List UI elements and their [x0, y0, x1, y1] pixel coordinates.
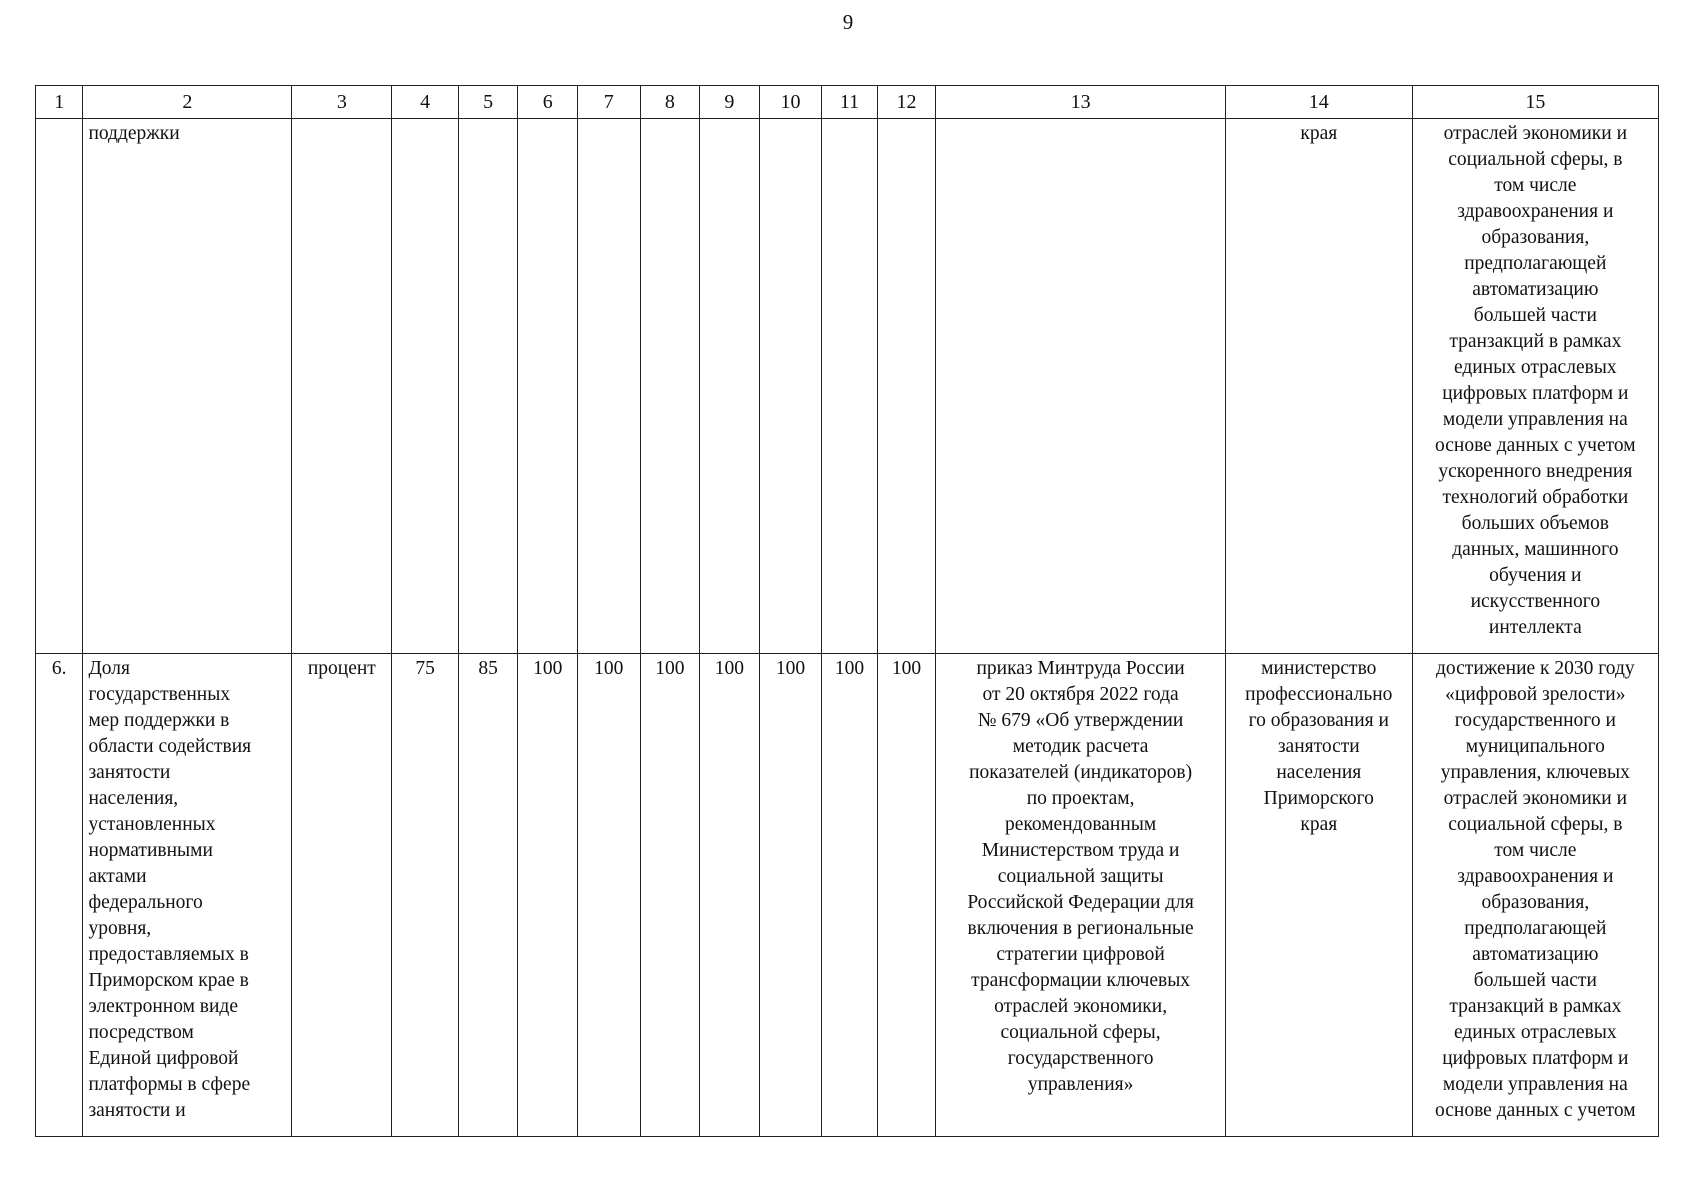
value-cell [392, 119, 459, 654]
basis-cell [936, 119, 1226, 654]
column-header: 4 [392, 86, 459, 119]
column-header: 6 [518, 86, 578, 119]
column-header: 1 [36, 86, 83, 119]
value-cell: 100 [759, 654, 822, 1137]
value-cell: 100 [822, 654, 878, 1137]
table-row [36, 654, 1659, 1137]
column-header: 2 [83, 86, 292, 119]
value-cell: 75 [392, 654, 459, 1137]
row-number-cell: 6. [36, 654, 83, 1137]
value-cell: 100 [640, 654, 700, 1137]
column-header: 12 [877, 86, 936, 119]
value-cell [822, 119, 878, 654]
value-cell [518, 119, 578, 654]
responsible-cell: министерство профессионально го образования и занятости населения Приморского края [1225, 654, 1412, 1137]
indicator-name-cell: Доля государственных мер поддержки в области содействия занятости населения, установленных нормативными актами федерального уровня, предоставляемых в Приморском крае в электронном виде посредством Единой цифровой платформы в сфере занятости и [83, 654, 292, 1137]
value-cell [458, 119, 518, 654]
column-header: 8 [640, 86, 700, 119]
column-header: 9 [700, 86, 760, 119]
column-header: 7 [577, 86, 640, 119]
value-cell [640, 119, 700, 654]
column-header: 5 [458, 86, 518, 119]
value-cell [577, 119, 640, 654]
value-cell: 100 [518, 654, 578, 1137]
basis-cell: приказ Минтруда России от 20 октября 2022 года № 679 «Об утверждении методик расчета показателей (индикаторов) по проектам, рекомендованным Министерством труда и социальной защиты Российской Федерации для включения в региональные стратегии цифровой трансформации ключевых отраслей экономики, социальной сферы, государственного управления» [936, 654, 1226, 1137]
column-number-row [36, 86, 1659, 119]
page-number: 9 [842, 10, 854, 34]
column-header: 3 [292, 86, 392, 119]
indicator-name-cell: поддержки [83, 119, 292, 654]
goal-cell: отраслей экономики и социальной сферы, в том числе здравоохранения и образования, предполагающей автоматизацию большей части транзакций в рамках единых отраслевых цифровых платформ и модели управления на основе данных с учетом ускоренного внедрения технологий обработки больших объемов данных, машинного обучения и искусственного интеллекта [1412, 119, 1658, 654]
column-header: 11 [822, 86, 878, 119]
unit-cell: процент [292, 654, 392, 1137]
unit-cell [292, 119, 392, 654]
value-cell: 85 [458, 654, 518, 1137]
responsible-cell: края [1225, 119, 1412, 654]
column-header: 15 [1412, 86, 1658, 119]
value-cell: 100 [700, 654, 760, 1137]
row-number-cell [36, 119, 83, 654]
value-cell [700, 119, 760, 654]
table-row [36, 119, 1659, 654]
column-header: 13 [936, 86, 1226, 119]
column-header: 10 [759, 86, 822, 119]
indicators-table [35, 85, 1659, 1137]
value-cell [877, 119, 936, 654]
value-cell [759, 119, 822, 654]
goal-cell: достижение к 2030 году «цифровой зрелости» государственного и муниципального управления, ключевых отраслей экономики и социальной сферы, в том числе здравоохранения и образования, предполагающей автоматизацию большей части транзакций в рамках единых отраслевых цифровых платформ и модели управления на основе данных с учетом [1412, 654, 1658, 1137]
value-cell: 100 [577, 654, 640, 1137]
column-header: 14 [1225, 86, 1412, 119]
value-cell: 100 [877, 654, 936, 1137]
